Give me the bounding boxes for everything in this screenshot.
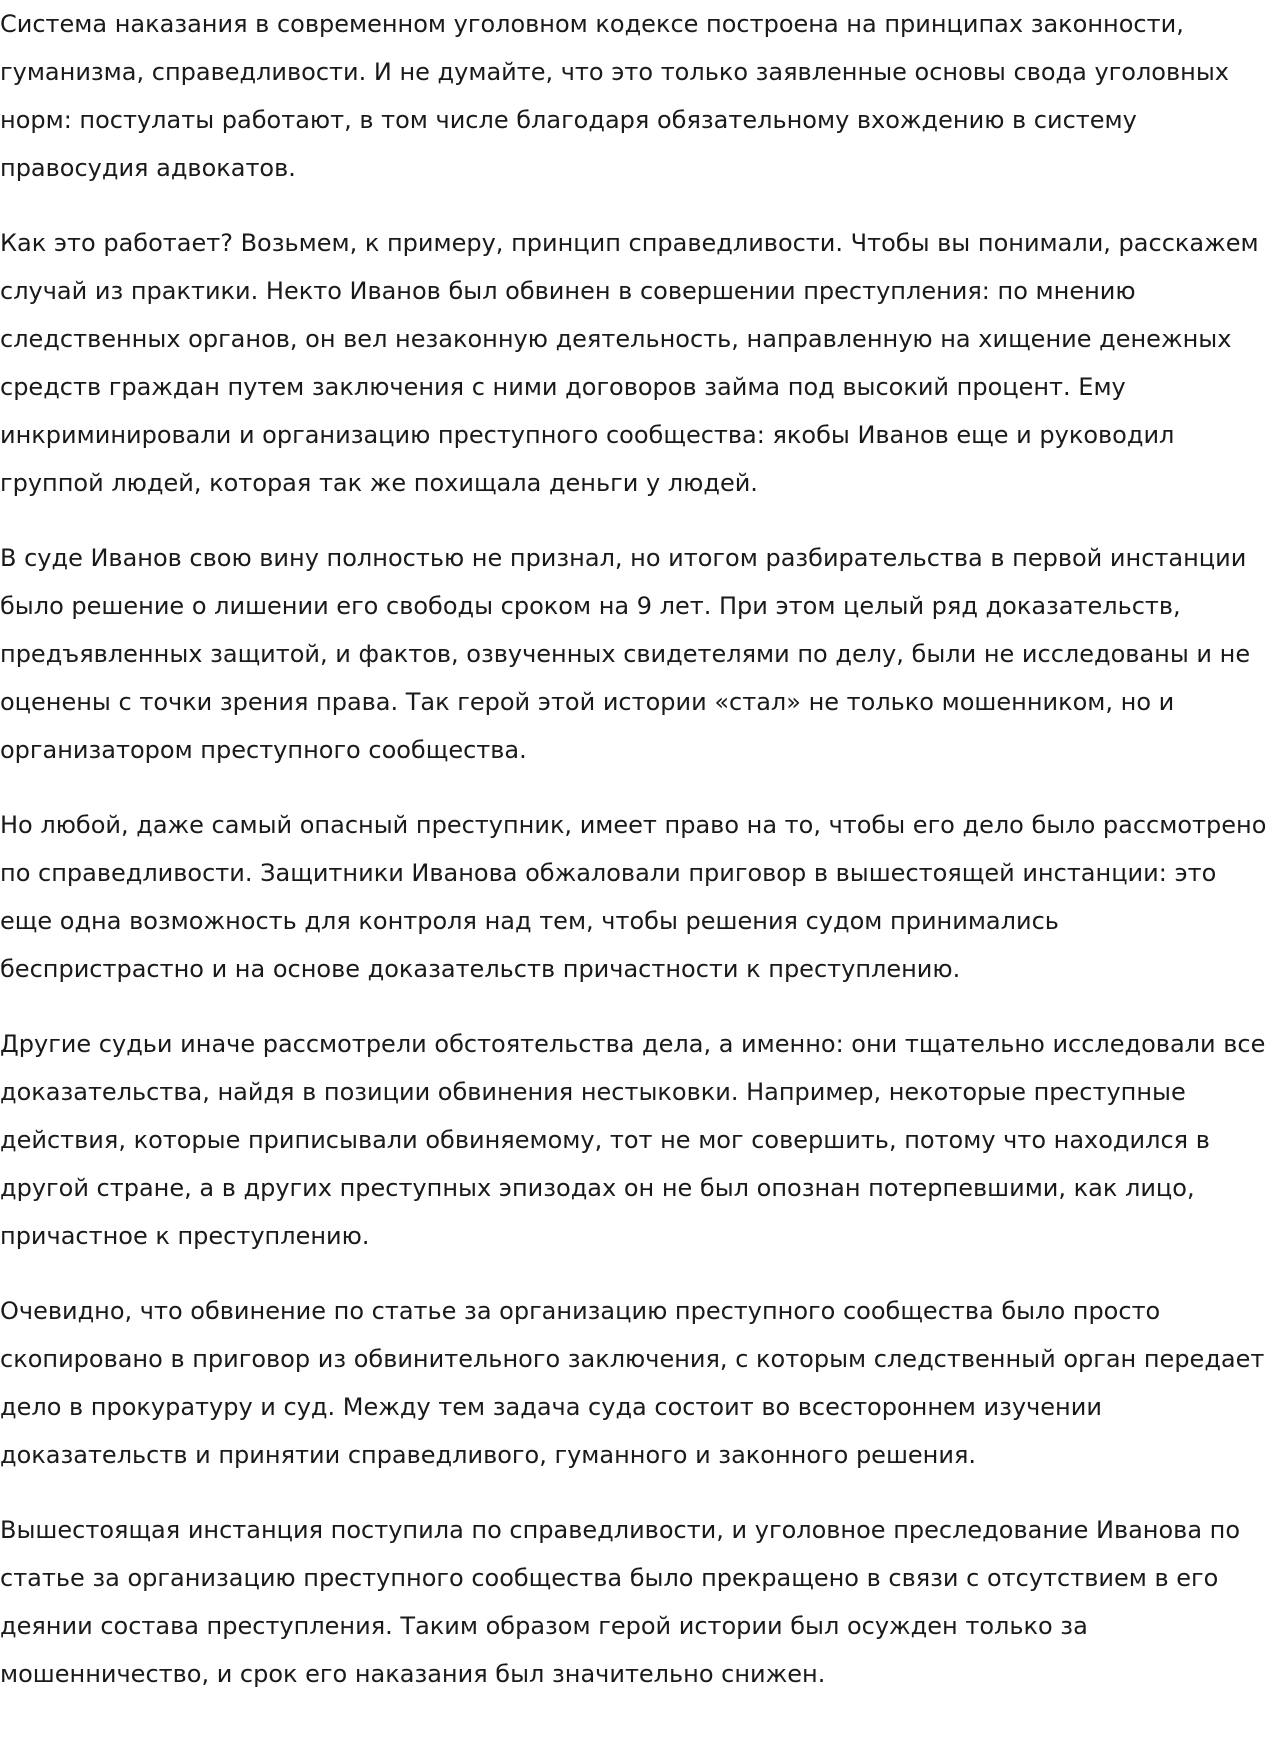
paragraph-principles: Система наказания в современном уголовном кодексе построена на принципах законности, гуманизма, справедливости. И не думайте, что это только заявленные основы свода уголовных норм: постулаты работают, в том числе благодаря обязательному вхождению в систему правосудия адвокатов.	[0, 10, 1229, 182]
paragraph-outcome: Вышестоящая инстанция поступила по справедливости, и уголовное преследование Иванова по статье за организацию преступного сообщества было прекращено в связи с отсутствием в его деянии состава преступления. Таким образом герой истории был осужден только за мошенничество, и срок его наказания был значительно снижен.	[0, 1516, 1241, 1688]
paragraph-copied-charge: Очевидно, что обвинение по статье за организацию преступного сообщества было просто скопировано в приговор из обвинительного заключения, с которым следственный орган передает дело в прокуратуру и суд. Между тем задача суда состоит во всестороннем изучении доказательств и принятии справедливого, гуманного и законного решения.	[0, 1297, 1265, 1469]
paragraph-appeal: Но любой, даже самый опасный преступник, имеет право на то, чтобы его дело было рассмотрено по справедливости. Защитники Иванова обжаловали приговор в вышестоящей инстанции: это еще одна возможность для контроля над тем, чтобы решения судом принимались беспристрастно и на основе доказательств причастности к преступлению.	[0, 811, 1267, 983]
paragraph-review: Другие судьи иначе рассмотрели обстоятельства дела, а именно: они тщательно исследовали все доказательства, найдя в позиции обвинения нестыковки. Например, некоторые преступные действия, которые приписывали обвиняемому, тот не мог совершить, потому что находился в другой стране, а в других преступных эпизодах он не был опознан потерпевшими, как лицо, причастное к преступлению.	[0, 1030, 1266, 1250]
paragraph-first-instance: В суде Иванов свою вину полностью не признал, но итогом разбирательства в первой инстанции было решение о лишении его свободы сроком на 9 лет. При этом целый ряд доказательств, предъявленных защитой, и фактов, озвученных свидетелями по делу, были не исследованы и не оценены с точки зрения права. Так герой этой истории «стал» не только мошенником, но и организатором преступного сообщества.	[0, 544, 1251, 764]
paragraph-case-story: Как это работает? Возьмем, к примеру, принцип справедливости. Чтобы вы понимали, расскажем случай из практики. Некто Иванов был обвинен в совершении преступления: по мнению следственных органов, он вел незаконную деятельность, направленную на хищение денежных средств граждан путем заключения с ними договоров займа под высокий процент. Ему инкриминировали и организацию преступного сообщества: якобы Иванов еще и руководил группой людей, которая так же похищала деньги у людей.	[0, 229, 1259, 497]
